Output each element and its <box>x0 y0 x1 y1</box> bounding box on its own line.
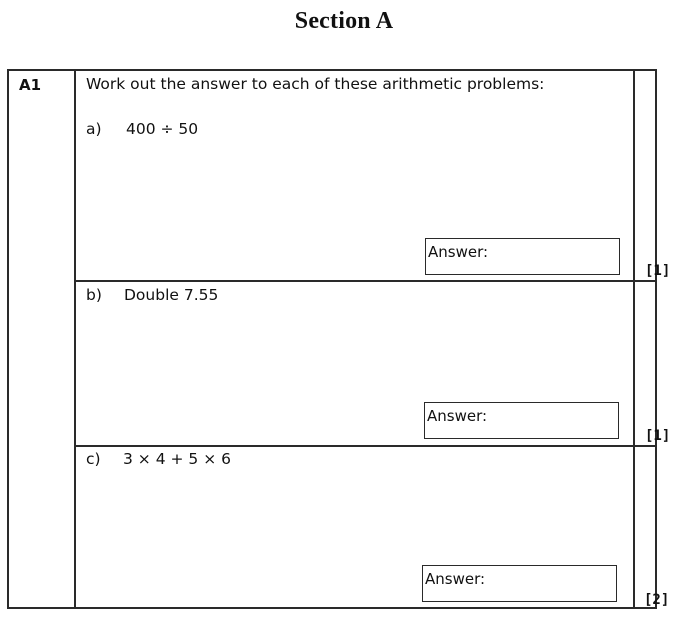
question-number: A1 <box>19 76 42 94</box>
part-a-label: a) <box>86 120 102 138</box>
table-border-left <box>7 69 9 609</box>
table-border-top <box>7 69 656 71</box>
part-c-marks: [2] <box>644 592 670 608</box>
part-b-answer-box[interactable] <box>424 402 619 439</box>
column-divider-marks <box>633 69 635 609</box>
table-border-bottom <box>7 607 656 609</box>
part-a-marks: [1] <box>645 263 671 279</box>
part-b-problem: Double 7.55 <box>124 286 219 304</box>
section-title: Section A <box>294 8 394 34</box>
part-b-answer-label: Answer: <box>427 407 488 425</box>
part-a-answer-label: Answer: <box>428 243 489 261</box>
part-c-problem: 3 × 4 + 5 × 6 <box>123 450 231 468</box>
part-b-label: b) <box>86 286 102 304</box>
question-instruction: Work out the answer to each of these arithmetic problems: <box>86 75 545 93</box>
part-c-answer-label: Answer: <box>425 570 486 588</box>
table-border-right <box>655 69 657 609</box>
part-c-answer-box[interactable] <box>422 565 617 602</box>
part-a-answer-box[interactable] <box>425 238 620 275</box>
row-divider-1 <box>74 280 657 282</box>
column-divider-number <box>74 69 76 609</box>
part-c-label: c) <box>86 450 101 468</box>
part-a-problem: 400 ÷ 50 <box>126 120 199 138</box>
part-b-marks: [1] <box>645 428 671 444</box>
row-divider-2 <box>74 445 657 447</box>
